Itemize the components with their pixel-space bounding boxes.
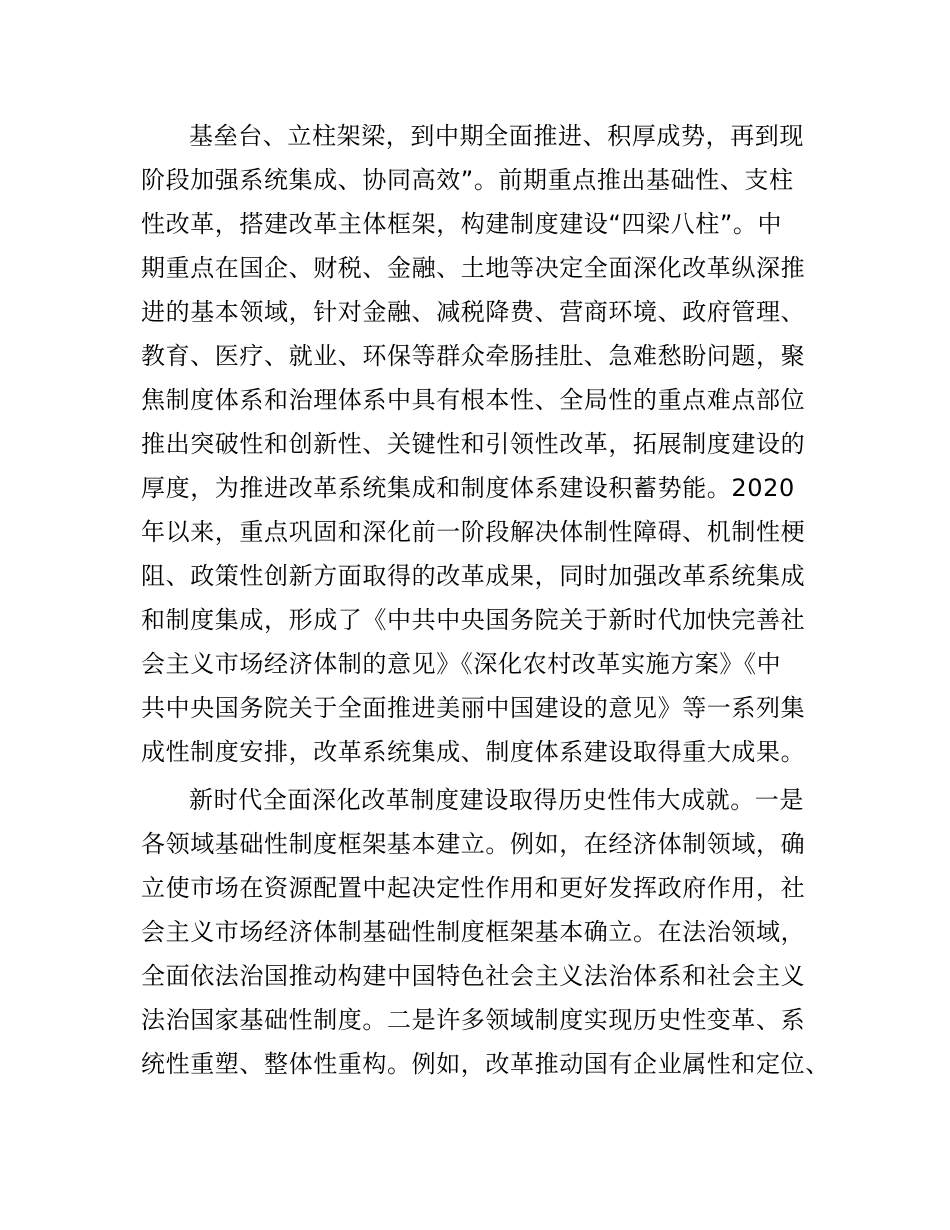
paragraph-line: 基垒台、立柱架梁，到中期全面推进、积厚成势，再到现 [189,122,804,150]
paragraph-line: 立使市场在资源配置中起决定性作用和更好发挥政府作用，社 [141,874,806,902]
paragraph-line: 焦制度体系和治理体系中具有根本性、全局性的重点难点部位 [141,386,806,414]
paragraph-line: 阻、政策性创新方面取得的改革成果，同时加强改革系统集成 [141,562,806,590]
paragraph-line: 共中央国务院关于全面推进美丽中国建设的意见》等一系列集 [141,694,806,722]
paragraph-line: 进的基本领域，针对金融、减税降费、营商环境、政府管理、 [141,298,806,326]
paragraph-line: 推出突破性和创新性、关键性和引领性改革，拓展制度建设的 [141,430,806,458]
paragraph-line: 会主义市场经济体制基础性制度框架基本确立。在法治领域， [141,918,806,946]
paragraph-line: 教育、医疗、就业、环保等群众牵肠挂肚、急难愁盼问题，聚 [141,342,806,370]
paragraph-line: 成性制度安排，改革系统集成、制度体系建设取得重大成果。 [141,738,806,766]
paragraph-line: 年以来，重点巩固和深化前一阶段解决体制性障碍、机制性梗 [141,518,806,546]
paragraph-line: 阶段加强系统集成、协同高效”。前期重点推出基础性、支柱 [141,166,794,194]
paragraph-line: 新时代全面深化改革制度建设取得历史性伟大成就。一是 [189,786,804,814]
paragraph-line: 统性重塑、整体性重构。例如，改革推动国有企业属性和定位、 [141,1050,830,1078]
paragraph-line: 性改革，搭建改革主体框架，构建制度建设“四梁八柱”。中 [141,210,783,238]
paragraph-line: 全面依法治国推动构建中国特色社会主义法治体系和社会主义 [141,962,806,990]
paragraph-line: 厚度，为推进改革系统集成和制度体系建设积蓄势能。2020 [141,474,795,502]
paragraph-line: 期重点在国企、财税、金融、土地等决定全面深化改革纵深推 [141,254,806,282]
paragraph-line: 和制度集成，形成了《中共中央国务院关于新时代加快完善社 [141,606,806,634]
paragraph-line: 法治国家基础性制度。二是许多领域制度实现历史性变革、系 [141,1006,806,1034]
paragraph-line: 会主义市场经济体制的意见》《深化农村改革实施方案》《中 [141,650,782,678]
paragraph-line: 各领域基础性制度框架基本建立。例如，在经济体制领域，确 [141,830,806,858]
